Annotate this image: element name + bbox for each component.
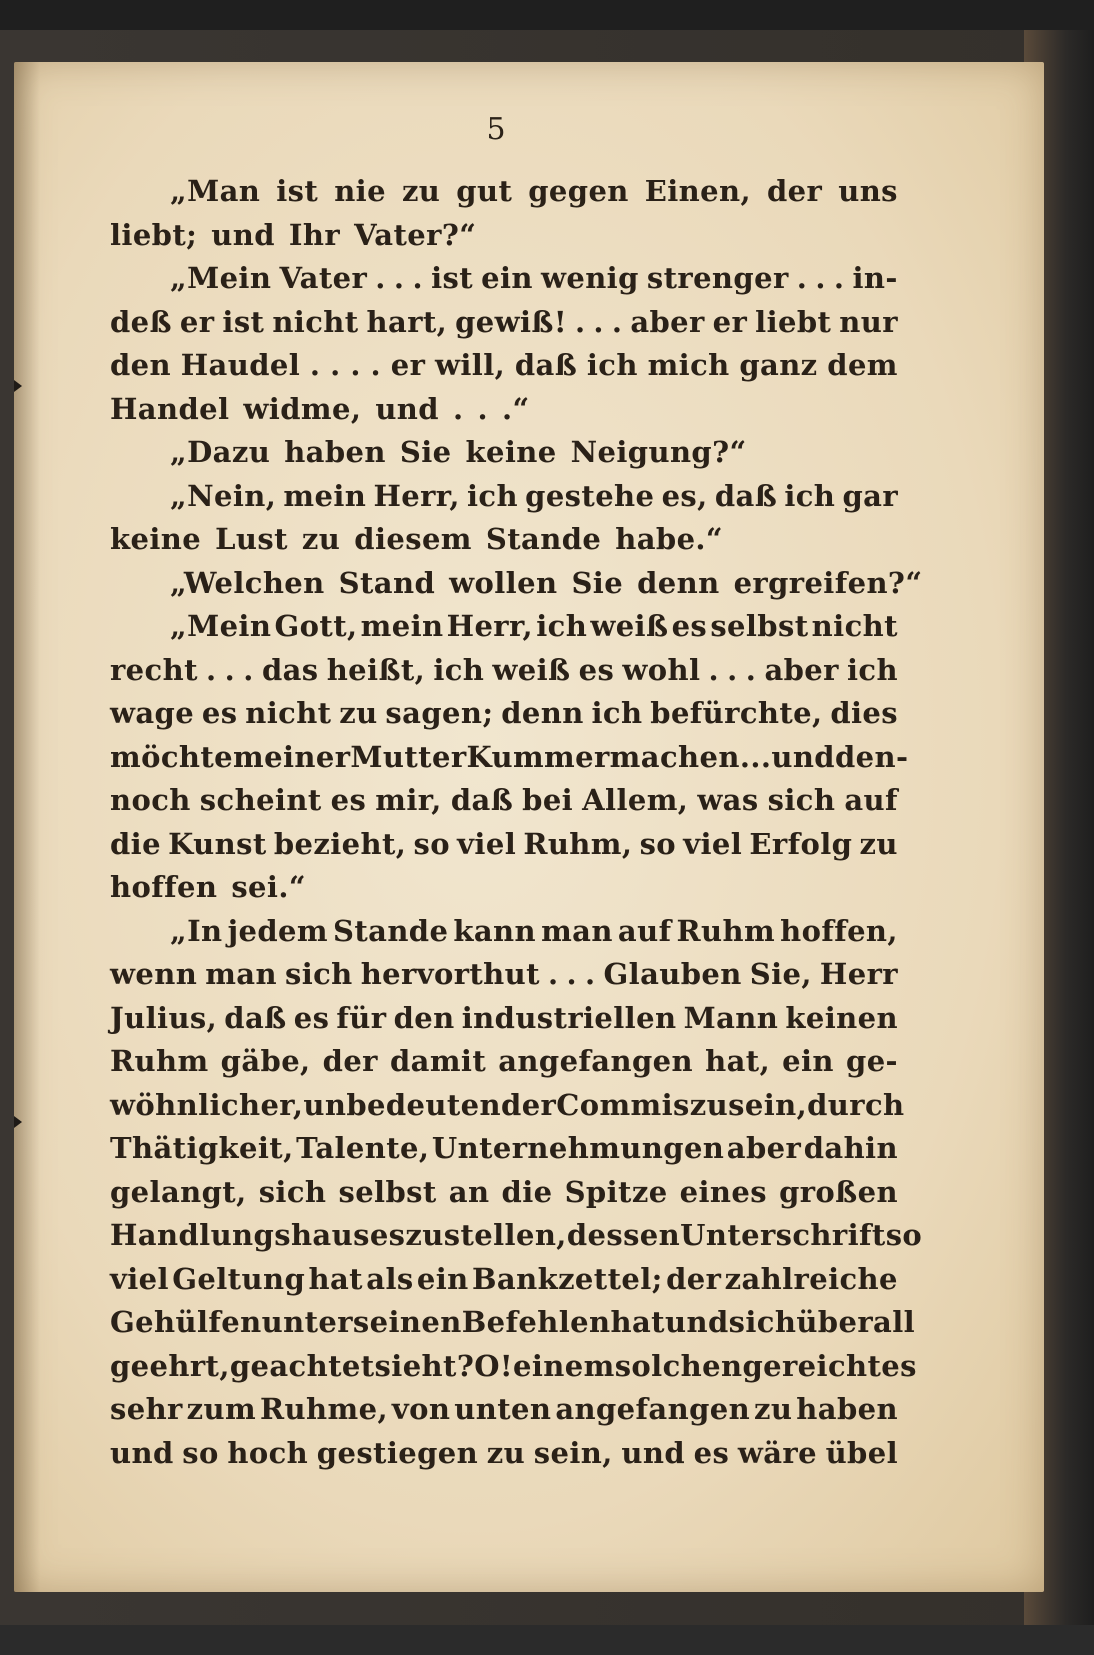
text-line: „Man ist nie zu gut gegen Einen, der uns xyxy=(170,174,898,208)
text-line: „In jedem Stande kann man auf Ruhm hoffen, xyxy=(170,913,898,948)
text-line: Ruhm gäbe, der damit angefangen hat, ein ge- xyxy=(110,1044,898,1078)
text-line: deß er ist nicht hart, gewiß! . . . aber er liebt nur xyxy=(110,304,898,339)
text-line: „Mein Gott, mein Herr, ich weiß es selbst nicht xyxy=(170,609,898,643)
text-line: liebt; und Ihr Vater?“ xyxy=(110,217,477,252)
text-line: noch scheint es mir, daß bei Allem, was sich auf xyxy=(110,783,898,817)
text-line: geehrt, geachtet sieht? O! einem solchen gereicht es xyxy=(110,1348,917,1383)
text-line: wage es nicht zu sagen; denn ich befürchte, dies xyxy=(110,696,898,730)
text-line: und so hoch gestiegen zu sein, und es wäre übel xyxy=(110,1435,898,1470)
text-line: „Nein, mein Herr, ich gestehe es, daß ich gar xyxy=(170,478,898,513)
text-line: gelangt, sich selbst an die Spitze eines großen xyxy=(110,1174,898,1209)
text-line: keine Lust zu diesem Stande habe.“ xyxy=(110,522,724,556)
text-line: Julius, daß es für den industriellen Mann keinen xyxy=(110,1000,898,1035)
text-line: sehr zum Ruhme, von unten angefangen zu haben xyxy=(110,1392,898,1426)
text-line: wöhnlicher, unbedeutender Commis zu sein, durch xyxy=(110,1087,905,1122)
page-number: 5 xyxy=(486,112,506,147)
text-line: Handel widme, und . . .“ xyxy=(110,391,530,426)
text-line: möchte meiner Mutter Kummer machen . . . und den- xyxy=(110,739,909,774)
text-line: „Mein Vater . . . ist ein wenig strenger . . . in- xyxy=(170,261,898,295)
page-gutter-shadow xyxy=(14,62,40,1592)
text-line: wenn man sich hervorthut . . . Glauben Sie, Herr xyxy=(110,957,898,991)
text-line: viel Geltung hat als ein Bankzettel; der zahlreiche xyxy=(110,1261,898,1296)
text-line: Thätigkeit, Talente, Unternehmungen aber dahin xyxy=(110,1131,898,1165)
text-line: Handlungshauses zu stellen, dessen Unterschrift so xyxy=(110,1218,923,1252)
text-line: recht . . . das heißt, ich weiß es wohl . . . aber ich xyxy=(110,652,898,687)
text-line: „Welchen Stand wollen Sie denn ergreifen?“ xyxy=(170,565,923,600)
body-text xyxy=(110,170,923,1475)
text-line: hoffen sei.“ xyxy=(110,870,306,904)
text-line: „Dazu haben Sie keine Neigung?“ xyxy=(170,435,747,469)
text-line: die Kunst bezieht, so viel Ruhm, so viel Erfolg zu xyxy=(110,826,898,861)
text-line: Gehülfen unter seinen Befehlen hat und sich überall xyxy=(110,1305,916,1339)
text-line: den Haudel . . . . er will, daß ich mich ganz dem xyxy=(110,348,898,382)
